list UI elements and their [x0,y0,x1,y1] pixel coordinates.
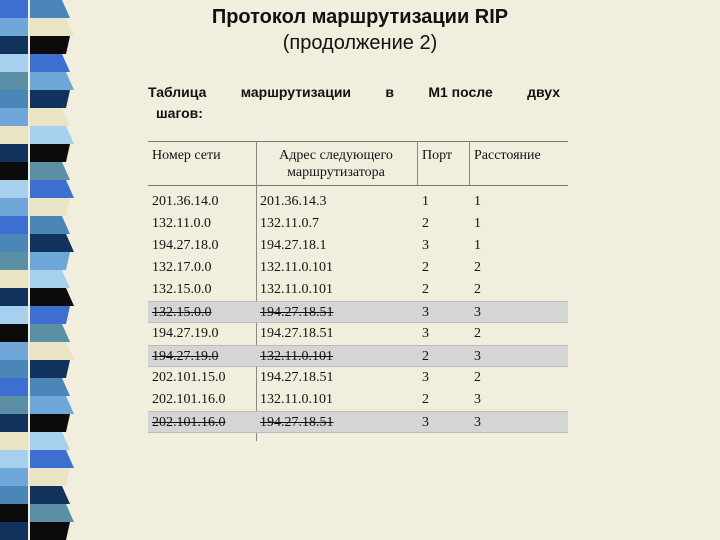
intro-word: двух [527,84,560,100]
stripe-band [0,378,28,396]
stripe-band [0,522,28,540]
cell-next-router: 132.11.0.7 [260,216,319,231]
column-divider [417,141,418,185]
stripe-band [30,306,70,324]
cell-next-router: 194.27.18.51 [260,370,334,385]
stripe-band [0,414,28,432]
cell-distance: 3 [474,349,481,364]
stripe-band [0,216,28,234]
stripe-band [30,108,70,126]
header-next-router: Адрес следующего маршрутизатора [279,148,393,180]
cell-network: 132.15.0.0 [152,282,212,297]
cell-distance: 2 [474,326,481,341]
stripe-band [0,288,28,306]
cell-port: 2 [422,260,429,275]
stripe-band [30,216,70,234]
stripe-band [30,162,70,180]
cell-next-router: 132.11.0.101 [260,349,333,364]
cell-distance: 2 [474,282,481,297]
table-row [148,235,568,257]
table-row [148,279,568,301]
stripe-band [30,450,74,468]
cell-network: 194.27.19.0 [152,349,219,364]
cell-port: 2 [422,216,429,231]
stripe-band [30,468,70,486]
cell-port: 3 [422,238,429,253]
table-row [148,323,568,345]
header-port: Порт [422,148,453,163]
table-row [148,213,568,235]
cell-distance: 2 [474,260,481,275]
stripe-band [0,270,28,288]
stripe-band [30,432,70,450]
stripe-band [30,522,70,540]
page-subtitle: (продолжение 2) [282,32,438,54]
cell-network: 194.27.18.0 [152,238,219,253]
stripe-band [0,234,28,252]
stripe-band [0,72,28,90]
cell-distance: 3 [474,305,481,320]
stripe-band [0,0,28,18]
header-distance: Расстояние [474,148,541,163]
cell-port: 3 [422,415,429,430]
cell-next-router: 132.11.0.101 [260,282,333,297]
stripe-band [30,18,74,36]
cell-next-router: 201.36.14.3 [260,194,327,209]
stripe-band [0,396,28,414]
cell-distance: 3 [474,392,481,407]
cell-distance: 2 [474,370,481,385]
stripe-band [30,36,70,54]
cell-distance: 1 [474,194,481,209]
stripe-band [30,378,70,396]
stripe-band [0,126,28,144]
cell-port: 2 [422,282,429,297]
cell-network: 202.101.16.0 [152,415,226,430]
cell-port: 1 [422,194,429,209]
stripe-band [0,198,28,216]
cell-port: 3 [422,370,429,385]
stripe-band [30,504,74,522]
table-row [148,191,568,213]
cell-port: 2 [422,349,429,364]
stripe-band [0,54,28,72]
cell-network: 194.27.19.0 [152,326,219,341]
stripe-band [30,180,74,198]
cell-distance: 3 [474,415,481,430]
stripe-band [30,252,70,270]
intro-text [148,82,560,124]
stripe-band [0,360,28,378]
stripe-band [30,342,74,360]
cell-port: 3 [422,326,429,341]
stripe-band [30,198,70,216]
stripe-band [30,324,70,342]
stripe-band [0,162,28,180]
stripe-band [30,126,74,144]
stripe-band [30,234,74,252]
stripe-band [0,108,28,126]
stripe-band [30,360,70,378]
stripe-band [30,90,70,108]
stripe-band [0,450,28,468]
stripe-band [30,288,74,306]
stripe-band [30,414,70,432]
cell-distance: 1 [474,216,481,231]
table-row [148,301,568,323]
stripe-band [0,36,28,54]
stripe-band [0,252,28,270]
stripe-band [0,144,28,162]
intro-word: маршрутизации [240,84,352,100]
intro-word: Таблица [148,84,207,100]
cell-next-router: 194.27.18.1 [260,238,327,253]
stripe-band [0,486,28,504]
stripe-band [0,324,28,342]
cell-network: 132.11.0.0 [152,216,211,231]
cell-next-router: 194.27.18.51 [260,415,334,430]
cell-network: 132.17.0.0 [152,260,212,275]
stripe-band [0,306,28,324]
stripe-band [0,90,28,108]
stripe-band [30,486,70,504]
stripe-band [0,504,28,522]
stripe-band [30,144,70,162]
stripe-band [0,342,28,360]
stripe-band [30,396,74,414]
cell-network: 132.15.0.0 [152,305,212,320]
cell-next-router: 132.11.0.101 [260,392,333,407]
stripe-band [0,180,28,198]
stripe-band [30,54,70,72]
stripe-gap [28,0,30,540]
stripe-band [0,18,28,36]
stripe-band [30,270,70,288]
decorative-stripe-panel [0,0,84,540]
cell-network: 201.36.14.0 [152,194,219,209]
column-divider [469,141,470,185]
cell-next-router: 194.27.18.51 [260,326,334,341]
table-row [148,389,568,411]
stripe-band [30,72,74,90]
cell-port: 3 [422,305,429,320]
stripe-band [0,468,28,486]
table-row [148,367,568,389]
cell-next-router: 132.11.0.101 [260,260,333,275]
cell-next-router: 194.27.18.51 [260,305,334,320]
routing-table [148,141,568,441]
table-row [148,345,568,367]
stripe-band [0,432,28,450]
stripe-band [30,0,70,18]
intro-line-1 [148,82,560,103]
cell-network: 202.101.16.0 [152,392,226,407]
table-top-rule [148,141,568,142]
cell-network: 202.101.15.0 [152,370,226,385]
header-network-number: Номер сети [152,148,221,163]
cell-distance: 1 [474,238,481,253]
intro-word: в [385,84,394,100]
table-row [148,257,568,279]
page-title: Протокол маршрутизации RIP [211,6,509,28]
table-row [148,411,568,433]
cell-port: 2 [422,392,429,407]
intro-word: M1 после [428,84,493,100]
intro-line-2: шагов: [156,105,203,121]
table-header-rule [148,185,568,186]
